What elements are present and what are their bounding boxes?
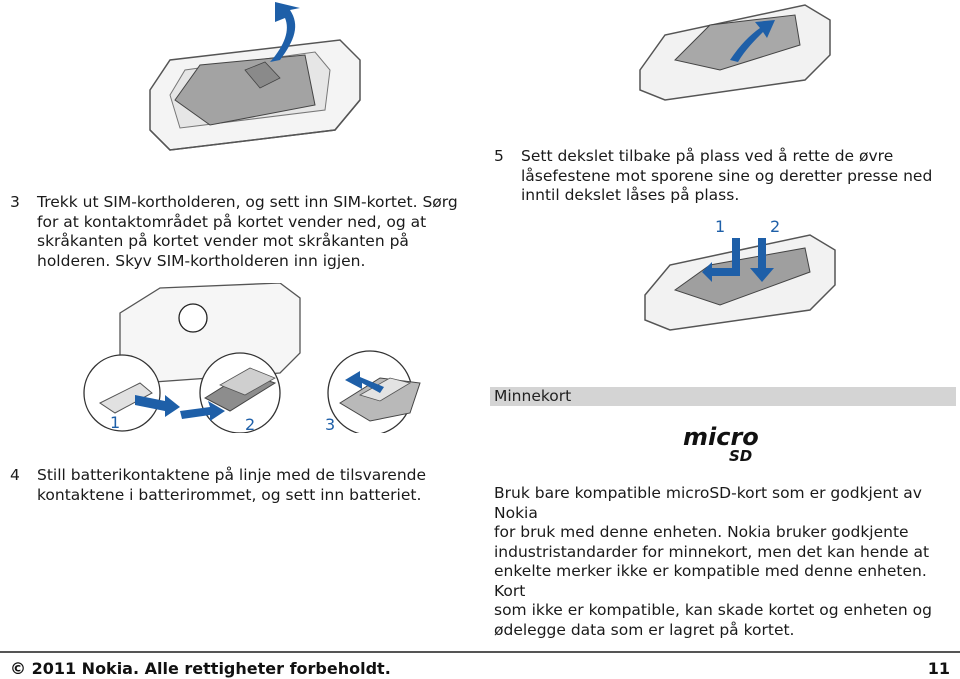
step-line: skråkanten på kortet vender mot skråkanten på xyxy=(37,232,409,250)
memory-card-paragraph xyxy=(494,484,956,640)
copyright-text: © 2011 Nokia. Alle rettigheter forbeholdt. xyxy=(10,659,391,678)
step-line: låsefestene mot sporene sine og deretter presse ned xyxy=(521,166,933,185)
battery-insert-illustration xyxy=(140,0,370,170)
back-cover-illustration xyxy=(635,0,835,105)
step-text xyxy=(37,193,458,271)
page-number: 11 xyxy=(927,659,950,678)
sim-holder-illustration xyxy=(80,283,440,433)
step-number: 5 xyxy=(494,147,504,165)
step-number: 3 xyxy=(10,193,20,211)
step-4 xyxy=(10,466,470,506)
section-title: Minnekort xyxy=(494,387,572,405)
paragraph-line: industristandarder for minnekort, men det kan hende at xyxy=(494,542,930,561)
step-text xyxy=(37,466,426,505)
microsd-logo-text: micro xyxy=(683,423,759,451)
step-line: inntil dekslet låses på plass. xyxy=(521,186,740,204)
cover-label-2: 2 xyxy=(770,217,781,236)
paragraph-line: Bruk bare kompatible microSD-kort som er godkjent av Nokia xyxy=(494,484,922,522)
paragraph-line: som ikke er kompatible, kan skade kortet og enheten og xyxy=(494,601,932,619)
paragraph-line: ødelegge data som er lagret på kortet. xyxy=(494,620,795,639)
step-line: Sett dekslet tilbake på plass ved å rette de øvre xyxy=(521,147,894,165)
step-line: holderen. Skyv SIM-kortholderen inn igjen. xyxy=(37,251,366,270)
microsd-logo xyxy=(683,423,763,463)
sim-label-3: 3 xyxy=(325,415,336,433)
paragraph-line: enkelte merker ikke er kompatible med denne enheten. Kort xyxy=(494,562,927,600)
cover-press-illustration xyxy=(640,210,840,335)
sim-label-2: 2 xyxy=(245,415,256,433)
step-5 xyxy=(494,147,954,207)
microsd-logo-sub: SD xyxy=(729,447,753,463)
step-line: for at kontaktområdet på kortet vender ned, og at xyxy=(37,212,427,231)
step-line: Trekk ut SIM-kortholderen, og sett inn SIM-kortet. Sørg xyxy=(37,193,458,211)
sim-label-1: 1 xyxy=(110,413,121,432)
paragraph-line: for bruk med denne enheten. Nokia bruker godkjente xyxy=(494,523,909,541)
step-3 xyxy=(10,193,470,273)
section-header-bar xyxy=(490,387,956,406)
step-text xyxy=(521,147,932,206)
cover-label-1: 1 xyxy=(715,217,726,236)
step-line: Still batterikontaktene på linje med de tilsvarende xyxy=(37,466,427,484)
step-line: kontaktene i batterirommet, og sett inn batteriet. xyxy=(37,485,422,504)
footer-divider xyxy=(0,651,960,653)
step-number: 4 xyxy=(10,466,20,484)
